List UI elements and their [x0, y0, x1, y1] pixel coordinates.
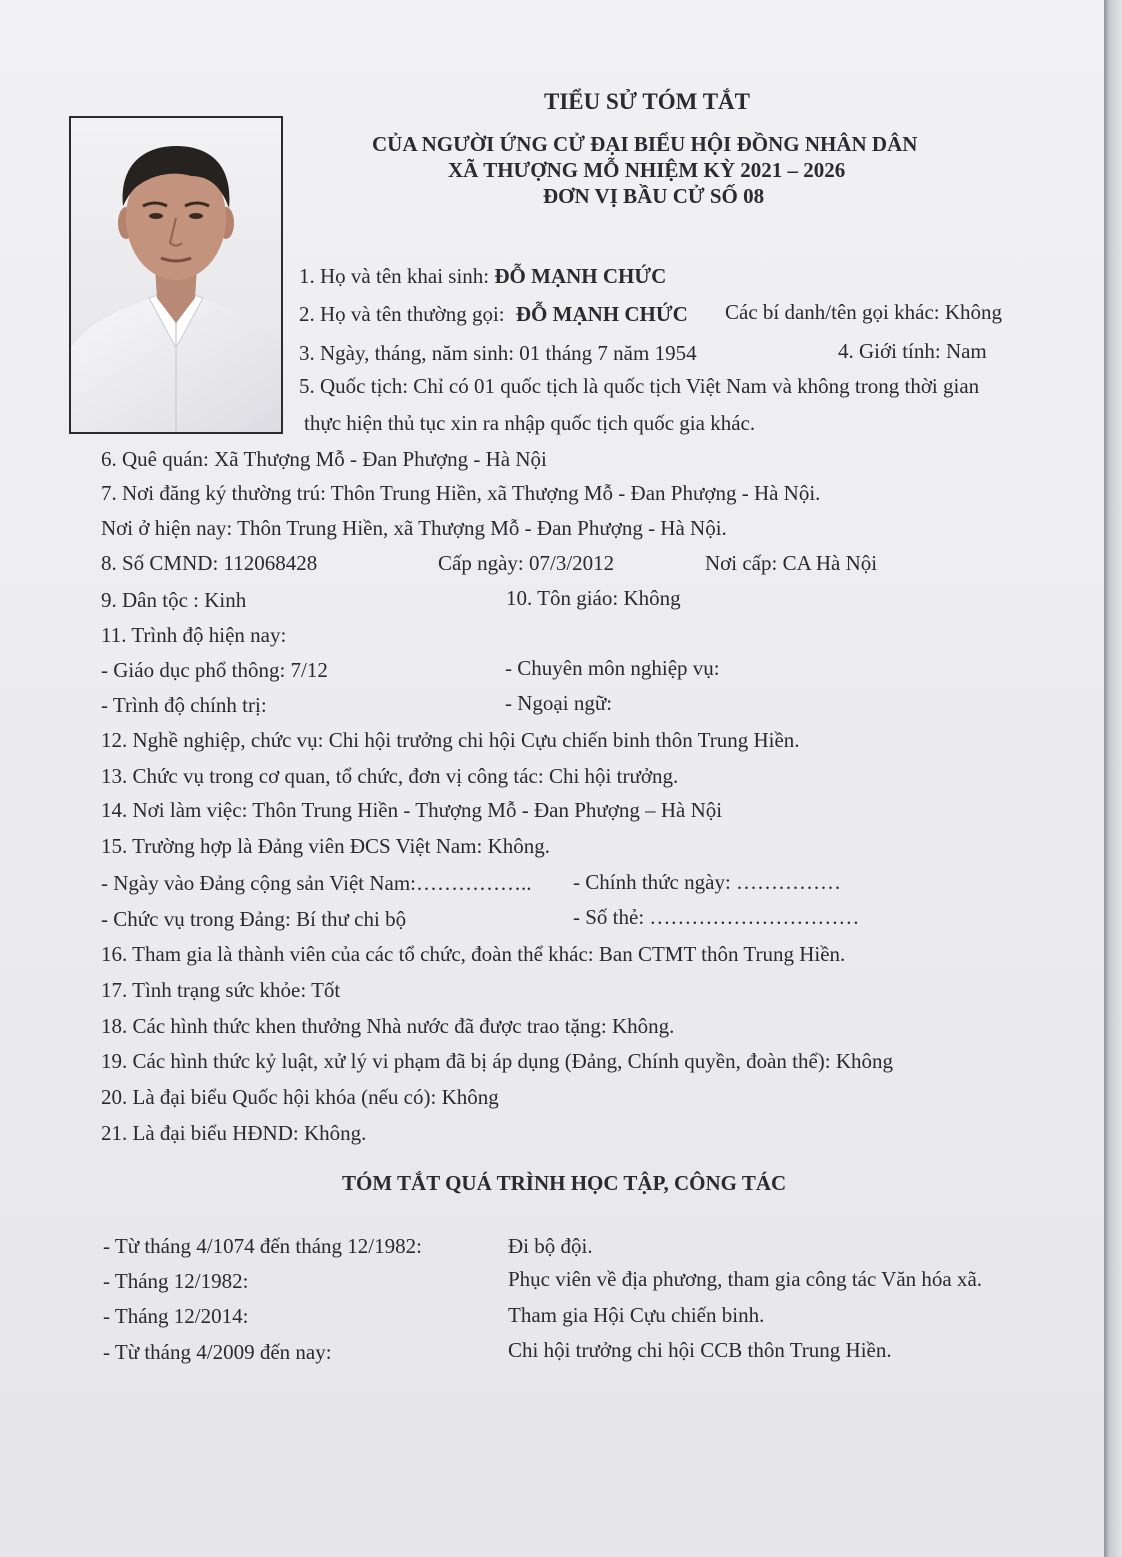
document-subtitle-1: CỦA NGƯỜI ỨNG CỬ ĐẠI BIỂU HỘI ĐỒNG NHÂN DÂN	[372, 132, 918, 156]
field-birth-name-label: 1. Họ và tên khai sinh:	[299, 264, 490, 288]
field-ethnicity: 9. Dân tộc : Kinh	[101, 588, 247, 612]
field-id-issue-place: Nơi cấp: CA Hà Nội	[705, 551, 878, 575]
career-activity: Tham gia Hội Cựu chiến binh.	[508, 1303, 765, 1327]
career-period: - Từ tháng 4/2009 đến nay:	[103, 1340, 332, 1364]
field-common-name-value: ĐỖ MẠNH CHỨC	[515, 302, 688, 326]
field-gender: 4. Giới tính: Nam	[838, 339, 987, 363]
field-hometown: 6. Quê quán: Xã Thượng Mỗ - Đan Phượng - Hà Nội	[101, 447, 547, 471]
field-workplace: 14. Nơi làm việc: Thôn Trung Hiền - Thượng Mỗ - Đan Phượng – Hà Nội	[101, 798, 723, 822]
document-title: TIỂU SỬ TÓM TẮT	[544, 89, 750, 114]
field-national-assembly: 20. Là đại biểu Quốc hội khóa (nếu có): Không	[101, 1085, 499, 1109]
field-position: 13. Chức vụ trong cơ quan, tổ chức, đơn vị công tác: Chi hội trưởng.	[101, 764, 679, 788]
document-subtitle-3: ĐƠN VỊ BẦU CỬ SỐ 08	[543, 184, 765, 208]
field-date-of-birth: 3. Ngày, tháng, năm sinh: 01 tháng 7 năm 1954	[299, 341, 697, 365]
career-heading: TÓM TẮT QUÁ TRÌNH HỌC TẬP, CÔNG TÁC	[342, 1171, 787, 1195]
field-id-number: 8. Số CMND: 112068428	[101, 551, 318, 575]
field-party-role: - Chức vụ trong Đảng: Bí thư chi bộ	[101, 907, 407, 931]
field-council-delegate: 21. Là đại biểu HĐND: Không.	[101, 1121, 367, 1145]
field-birth-name-value: ĐỖ MẠNH CHỨC	[494, 264, 667, 288]
field-other-organizations: 16. Tham gia là thành viên của các tổ chức, đoàn thể khác: Ban CTMT thôn Trung Hiền.	[101, 942, 846, 966]
portrait-photo	[69, 116, 283, 434]
field-general-education: - Giáo dục phổ thông: 7/12	[101, 658, 328, 682]
field-discipline: 19. Các hình thức kỷ luật, xử lý vi phạm đã bị áp dụng (Đảng, Chính quyền, đoàn thể): Không	[101, 1049, 894, 1073]
page-edge-shadow	[1104, 0, 1122, 1557]
field-party-card: - Số thẻ: …………………………	[573, 905, 860, 929]
career-activity: Đi bộ đội.	[508, 1234, 593, 1258]
field-party-join-date: - Ngày vào Đảng cộng sản Việt Nam:……………..	[101, 871, 532, 895]
field-occupation: 12. Nghề nghiệp, chức vụ: Chi hội trưởng chi hội Cựu chiến binh thôn Trung Hiền.	[101, 728, 800, 752]
field-professional-qualification: - Chuyên môn nghiệp vụ:	[505, 656, 720, 680]
field-party-official-date: - Chính thức ngày: ……………	[573, 870, 842, 894]
field-education-level: 11. Trình độ hiện nay:	[101, 623, 287, 647]
field-party-member: 15. Trường hợp là Đảng viên ĐCS Việt Nam: Không.	[101, 834, 551, 858]
field-nationality-line-2: thực hiện thủ tục xin ra nhập quốc tịch quốc gia khác.	[304, 411, 756, 435]
document-subtitle-2: XÃ THƯỢNG MỖ NHIỆM KỲ 2021 – 2026	[448, 158, 846, 182]
field-foreign-language: - Ngoại ngữ:	[505, 691, 613, 715]
field-aliases: Các bí danh/tên gọi khác: Không	[725, 300, 1003, 324]
career-activity: Chi hội trưởng chi hội CCB thôn Trung Hiền.	[508, 1338, 892, 1362]
field-id-issue-date: Cấp ngày: 07/3/2012	[438, 551, 615, 575]
career-period: - Từ tháng 4/1074 đến tháng 12/1982:	[103, 1234, 422, 1258]
portrait-photo-icon	[71, 118, 281, 432]
field-permanent-residence: 7. Nơi đăng ký thường trú: Thôn Trung Hiền, xã Thượng Mỗ - Đan Phượng - Hà Nội.	[101, 481, 821, 505]
field-awards: 18. Các hình thức khen thưởng Nhà nước đã được trao tặng: Không.	[101, 1014, 675, 1038]
field-birth-name	[299, 263, 666, 289]
field-religion: 10. Tôn giáo: Không	[506, 586, 681, 610]
career-period: - Tháng 12/1982:	[103, 1269, 249, 1293]
career-period: - Tháng 12/2014:	[103, 1304, 249, 1328]
field-common-name	[299, 301, 688, 327]
career-activity: Phục viên về địa phương, tham gia công tác Văn hóa xã.	[508, 1267, 983, 1291]
field-health: 17. Tình trạng sức khỏe: Tốt	[101, 978, 341, 1002]
field-nationality-line-1: 5. Quốc tịch: Chỉ có 01 quốc tịch là quốc tịch Việt Nam và không trong thời gian	[299, 374, 980, 398]
field-common-name-label: 2. Họ và tên thường gọi:	[299, 302, 505, 326]
field-current-residence: Nơi ở hiện nay: Thôn Trung Hiền, xã Thượng Mỗ - Đan Phượng - Hà Nội.	[101, 516, 727, 540]
field-political-level: - Trình độ chính trị:	[101, 693, 267, 717]
